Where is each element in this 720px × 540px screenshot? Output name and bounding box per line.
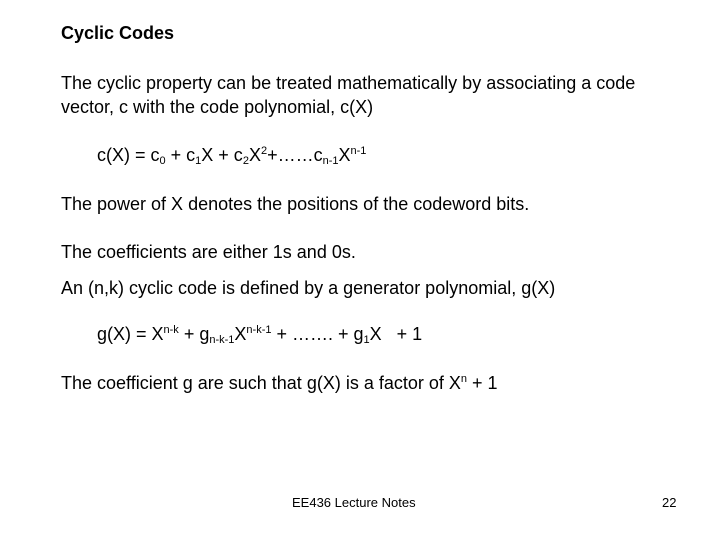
cyclic-code-definition: An (n,k) cyclic code is defined by a generator polynomial, g(X)	[61, 278, 556, 298]
generator-polynomial-formula: $g(X) = X^{n-k} + g_{n-k-1}X^{n-k-1}$ + ……. + $g_1X + 1$	[97, 324, 423, 346]
factor-paragraph: The coefficient g are such that g(X) is a factor of $X^n + 1$	[61, 373, 498, 393]
page-number: 22	[662, 495, 677, 510]
slide-title: Cyclic Codes	[61, 23, 175, 43]
footer-course-label: EE436 Lecture Notes	[292, 495, 416, 510]
power-paragraph: The power of X denotes the positions of the codeword bits.	[61, 194, 530, 214]
intro-paragraph: The cyclic property can be treated mathematically by associating a code vector, c with the code polynomial, c(X)	[61, 73, 636, 117]
coefficients-paragraph: The coefficients are either 1s and 0s.	[61, 242, 356, 262]
codeword-polynomial-formula: $c(X) = c_0 + c_1X$ + $c_2X^2+\dots\dots c_{n-1}X^{n-1}$	[97, 145, 367, 167]
